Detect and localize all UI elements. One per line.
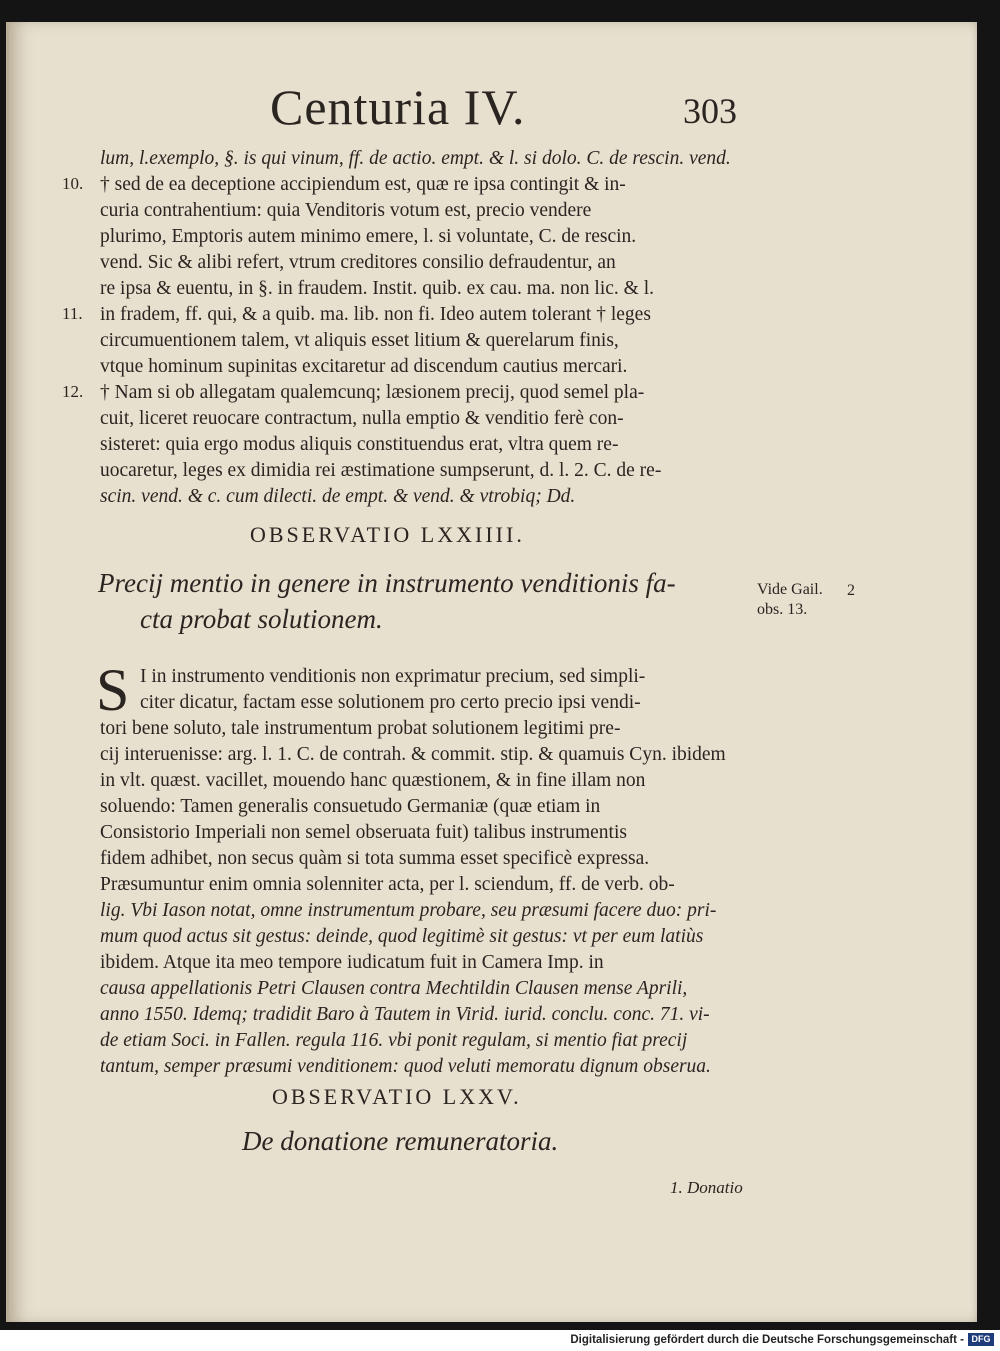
- margin-number: 12.: [62, 382, 84, 401]
- text-line: tantum, semper præsumi venditionem: quod veluti memoratu dignum obserua.: [100, 1056, 711, 1077]
- text-line: lum, l.exemplo, §. is qui vinum, ff. de actio. empt. & l. si dolo. C. de rescin. vend.: [100, 148, 731, 169]
- section-summary: De donatione remuneratoria.: [242, 1126, 559, 1156]
- text-line: circumuentionem talem, vt aliquis esset litium & querelarum finis,: [100, 330, 619, 351]
- side-note-number: 2: [847, 582, 855, 599]
- text-line: soluendo: Tamen generalis consuetudo Germaniæ (quæ etiam in: [100, 796, 601, 817]
- text-line: mum quod actus sit gestus: deinde, quod legitimè sit gestus: vt per eum latiùs: [100, 926, 704, 947]
- text-line: scin. vend. & c. cum dilecti. de empt. & vend. & vtrobiq; Dd.: [100, 486, 576, 507]
- section-summary: cta probat solutionem.: [140, 604, 383, 634]
- drop-cap: S: [96, 657, 130, 723]
- text-line: de etiam Soci. in Fallen. regula 116. vbi ponit regulam, si mentio fiat precij: [100, 1030, 688, 1051]
- text-line: I in instrumento venditionis non exprimatur precium, sed simpli-: [140, 666, 646, 687]
- dfg-logo: DFG: [968, 1333, 994, 1346]
- text-line: plurimo, Emptoris autem minimo emere, l. si voluntate, C. de rescin.: [100, 226, 637, 247]
- text-line: causa appellationis Petri Clausen contra Mechtildin Clausen mense Aprili,: [100, 978, 688, 999]
- text-line: anno 1550. Idemq; tradidit Baro à Tautem in Virid. iurid. conclu. conc. 71. vi-: [100, 1004, 710, 1025]
- text-line: uocaretur, leges ex dimidia rei æstimatione sumpserunt, d. l. 2. C. de re-: [100, 460, 662, 481]
- side-note: [757, 580, 823, 620]
- text-line: in vlt. quæst. vacillet, mouendo hanc quæstionem, & in fine illam non: [100, 770, 646, 791]
- text-line: Præsumuntur enim omnia solenniter acta, per l. sciendum, ff. de verb. ob-: [100, 874, 675, 895]
- text-line: vend. Sic & alibi refert, vtrum creditores consilio defraudentur, an: [100, 252, 616, 273]
- text-line: † Nam si ob allegatam qualemcunq; læsionem precij, quod semel pla-: [100, 382, 645, 403]
- margin-number: 10.: [62, 174, 84, 193]
- footer-credit: Digitalisierung gefördert durch die Deutsche Forschungsgemeinschaft -: [570, 1334, 964, 1346]
- text-line: fidem adhibet, non secus quàm si tota summa esset specificè expressa.: [100, 848, 650, 869]
- section-heading: OBSERVATIO LXXIIII.: [250, 522, 525, 547]
- text-line: cuit, liceret reuocare contractum, nulla emptio & venditio ferè con-: [100, 408, 624, 429]
- text-line: tori bene soluto, tale instrumentum probat solutionem legitimi pre-: [100, 718, 621, 739]
- catchword: 1. Donatio: [670, 1178, 743, 1197]
- text-line: † sed de ea deceptione accipiendum est, quæ re ipsa contingit & in-: [100, 174, 626, 195]
- text-line: vtque hominum supinitas excitaretur ad discendum cautius mercari.: [100, 356, 628, 377]
- section-heading: OBSERVATIO LXXV.: [272, 1084, 522, 1109]
- text-line: ibidem. Atque ita meo tempore iudicatum fuit in Camera Imp. in: [100, 952, 604, 973]
- text-line: re ipsa & euentu, in §. in fraudem. Instit. quib. ex cau. ma. non lic. & l.: [100, 278, 654, 299]
- text-line: lig. Vbi Iason notat, omne instrumentum probare, seu præsumi facere duo: pri-: [100, 900, 717, 921]
- margin-number: 11.: [62, 304, 83, 323]
- text-line: citer dicatur, factam esse solutionem pro certo precio ipsi vendi-: [140, 692, 641, 713]
- text-line: cij interuenisse: arg. l. 1. C. de contrah. & commit. stip. & quamuis Cyn. ibidem: [100, 744, 726, 765]
- text-line: Consistorio Imperiali non semel obseruata fuit) talibus instrumentis: [100, 822, 627, 843]
- text-line: curia contrahentium: quia Venditoris votum est, precio vendere: [100, 200, 592, 221]
- page-number: 303: [683, 91, 737, 131]
- side-note-line: obs. 13.: [757, 601, 808, 618]
- section-summary: Precij mentio in genere in instrumento venditionis fa-: [98, 568, 676, 598]
- side-note-line: Vide Gail.: [757, 581, 823, 598]
- text-line: in fradem, ff. qui, & a quib. ma. lib. non fi. Ideo autem tolerant † leges: [100, 304, 651, 325]
- running-head: Centuria IV.: [270, 79, 526, 135]
- text-line: sisteret: quia ergo modus aliquis constituendus erat, vltra quem re-: [100, 434, 619, 455]
